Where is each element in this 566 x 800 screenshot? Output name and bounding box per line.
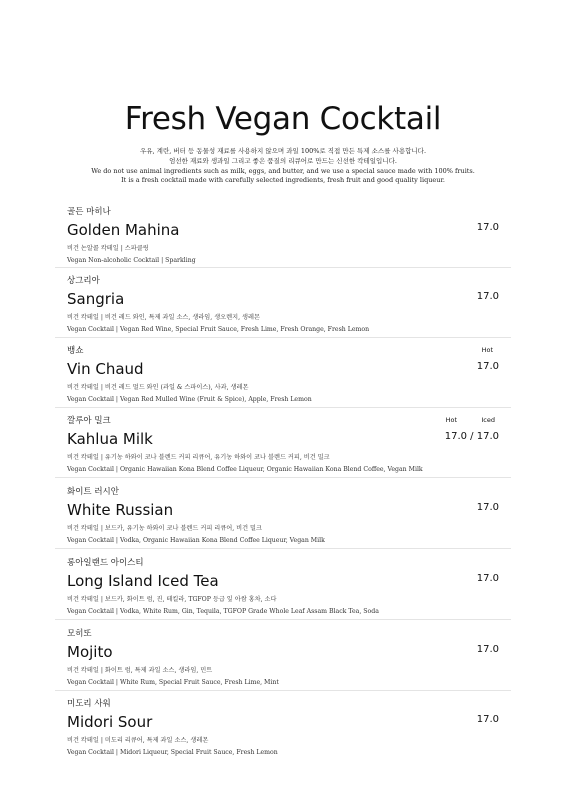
item-description-english: Vegan Cocktail | Midori Liqueur, Special Fruit Sauce, Fresh Lemon bbox=[67, 749, 278, 756]
menu-item-sangria bbox=[67, 274, 499, 342]
item-price: 17.0 bbox=[476, 502, 499, 513]
item-korean-name: 화이트 러시안 bbox=[67, 487, 119, 497]
item-korean-name: 깔루아 밀크 bbox=[67, 416, 111, 426]
item-description-korean: 비건 칵테일 | 유기농 하와이 코나 블렌드 커피 리큐어, 유기농 하와이 코나 블렌드 커피, 비건 밀크 bbox=[67, 454, 330, 461]
item-name: Kahlua Milk bbox=[67, 430, 153, 448]
item-description-korean: 비건 칵테일 | 보드카, 화이트 럼, 진, 테킬라, TGFOP 등급 잎 아쌈 홍차, 소다 bbox=[67, 596, 277, 603]
item-price: 17.0 bbox=[476, 361, 499, 372]
intro-line-en-2: It is a fresh cocktail made with carefully selected ingredients, fresh fruit and good quality liqueur. bbox=[121, 176, 445, 185]
item-korean-name: 뱅쇼 bbox=[67, 346, 84, 356]
item-description-english: Vegan Cocktail | Organic Hawaiian Kona Blend Coffee Liqueur, Organic Hawaiian Kona Blend Coffee, Vegan Milk bbox=[67, 466, 423, 473]
item-description-english: Vegan Cocktail | Vegan Red Wine, Special Fruit Sauce, Fresh Lime, Fresh Orange, Fresh Lemon bbox=[67, 326, 370, 333]
item-name: Vin Chaud bbox=[67, 360, 144, 378]
item-price: 17.0 bbox=[476, 573, 499, 584]
item-korean-name: 상그리아 bbox=[67, 276, 100, 286]
iced-label: Iced bbox=[481, 416, 495, 424]
menu-item-golden-mahina bbox=[67, 205, 499, 273]
item-name: Long Island Iced Tea bbox=[67, 572, 219, 590]
item-price: 17.0 bbox=[476, 291, 499, 302]
item-divider bbox=[55, 690, 511, 691]
item-description-english: Vegan Cocktail | Vodka, Organic Hawaiian Kona Blend Coffee Liqueur, Vegan Milk bbox=[67, 537, 325, 544]
item-price: 17.0 bbox=[476, 222, 499, 233]
item-description-english: Vegan Cocktail | Vegan Red Mulled Wine (Fruit & Spice), Apple, Fresh Lemon bbox=[67, 396, 312, 403]
item-korean-name: 골든 마히나 bbox=[67, 207, 111, 217]
item-description-korean: 비건 칵테일 | 보드카, 유기농 하와이 코나 블렌드 커피 리큐어, 비건 밀크 bbox=[67, 525, 263, 532]
item-price: 17.0 bbox=[476, 714, 499, 725]
item-name: Midori Sour bbox=[67, 713, 153, 731]
item-name: Sangria bbox=[67, 290, 125, 308]
item-divider bbox=[55, 267, 511, 268]
item-description-english: Vegan Cocktail | White Rum, Special Fruit Sauce, Fresh Lime, Mint bbox=[67, 679, 279, 686]
intro-line-ko-2: 엄선한 재료와 생과일 그리고 좋은 품질의 리큐어로 만드는 신선한 칵테일입니다. bbox=[169, 156, 397, 165]
item-divider bbox=[55, 477, 511, 478]
hot-label: Hot bbox=[481, 346, 493, 354]
item-description-korean: 비건 논알콜 칵테일 | 스파클링 bbox=[67, 245, 149, 252]
item-description-korean: 비건 칵테일 | 미도리 리큐어, 특제 과일 소스, 생레몬 bbox=[67, 737, 209, 744]
hot-label: Hot bbox=[445, 416, 457, 424]
item-divider bbox=[55, 548, 511, 549]
item-divider bbox=[55, 337, 511, 338]
menu-item-mojito bbox=[67, 627, 499, 695]
menu-item-white-russian bbox=[67, 485, 499, 553]
intro-line-ko-1: 우유, 계란, 버터 등 동물성 재료를 사용하지 않으며 과일 100%로 직접 만든 특제 소스를 사용합니다. bbox=[139, 147, 427, 155]
item-divider bbox=[55, 407, 511, 408]
menu-title: Fresh Vegan Cocktail bbox=[124, 101, 442, 137]
item-description-english: Vegan Cocktail | Vodka, White Rum, Gin, Tequila, TGFOP Grade Whole Leaf Assam Black Tea, Soda bbox=[67, 608, 379, 615]
item-name: White Russian bbox=[67, 501, 174, 519]
item-description-korean: 비건 칵테일 | 화이트 럼, 특제 과일 소스, 생라임, 민트 bbox=[67, 667, 213, 674]
item-korean-name: 모히또 bbox=[67, 629, 92, 639]
item-description-korean: 비건 칵테일 | 비건 레드 멀드 와인 (과일 & 스파이스), 사과, 생레몬 bbox=[67, 384, 249, 391]
item-name: Golden Mahina bbox=[67, 221, 180, 239]
item-name: Mojito bbox=[67, 643, 113, 661]
item-price: 17.0 / 17.0 bbox=[444, 431, 499, 442]
item-description-english: Vegan Non-alcoholic Cocktail | Sparkling bbox=[67, 257, 196, 264]
item-divider bbox=[55, 619, 511, 620]
item-korean-name: 미도리 사워 bbox=[67, 699, 111, 709]
menu-item-vin-chaud bbox=[67, 344, 499, 412]
menu-intro bbox=[0, 147, 566, 186]
item-korean-name: 롱아일랜드 아이스티 bbox=[67, 558, 144, 568]
menu-item-long-island-iced-tea bbox=[67, 556, 499, 624]
item-price: 17.0 bbox=[476, 644, 499, 655]
menu-item-midori-sour bbox=[67, 697, 499, 765]
item-description-korean: 비건 칵테일 | 비건 레드 와인, 특제 과일 소스, 생라임, 생오렌지, 생레몬 bbox=[67, 314, 260, 321]
intro-line-en-1: We do not use animal ingredients such as milk, eggs, and butter, and we use a special sauce made with 100% fruits. bbox=[91, 166, 475, 175]
menu-item-kahlua-milk bbox=[67, 414, 499, 482]
